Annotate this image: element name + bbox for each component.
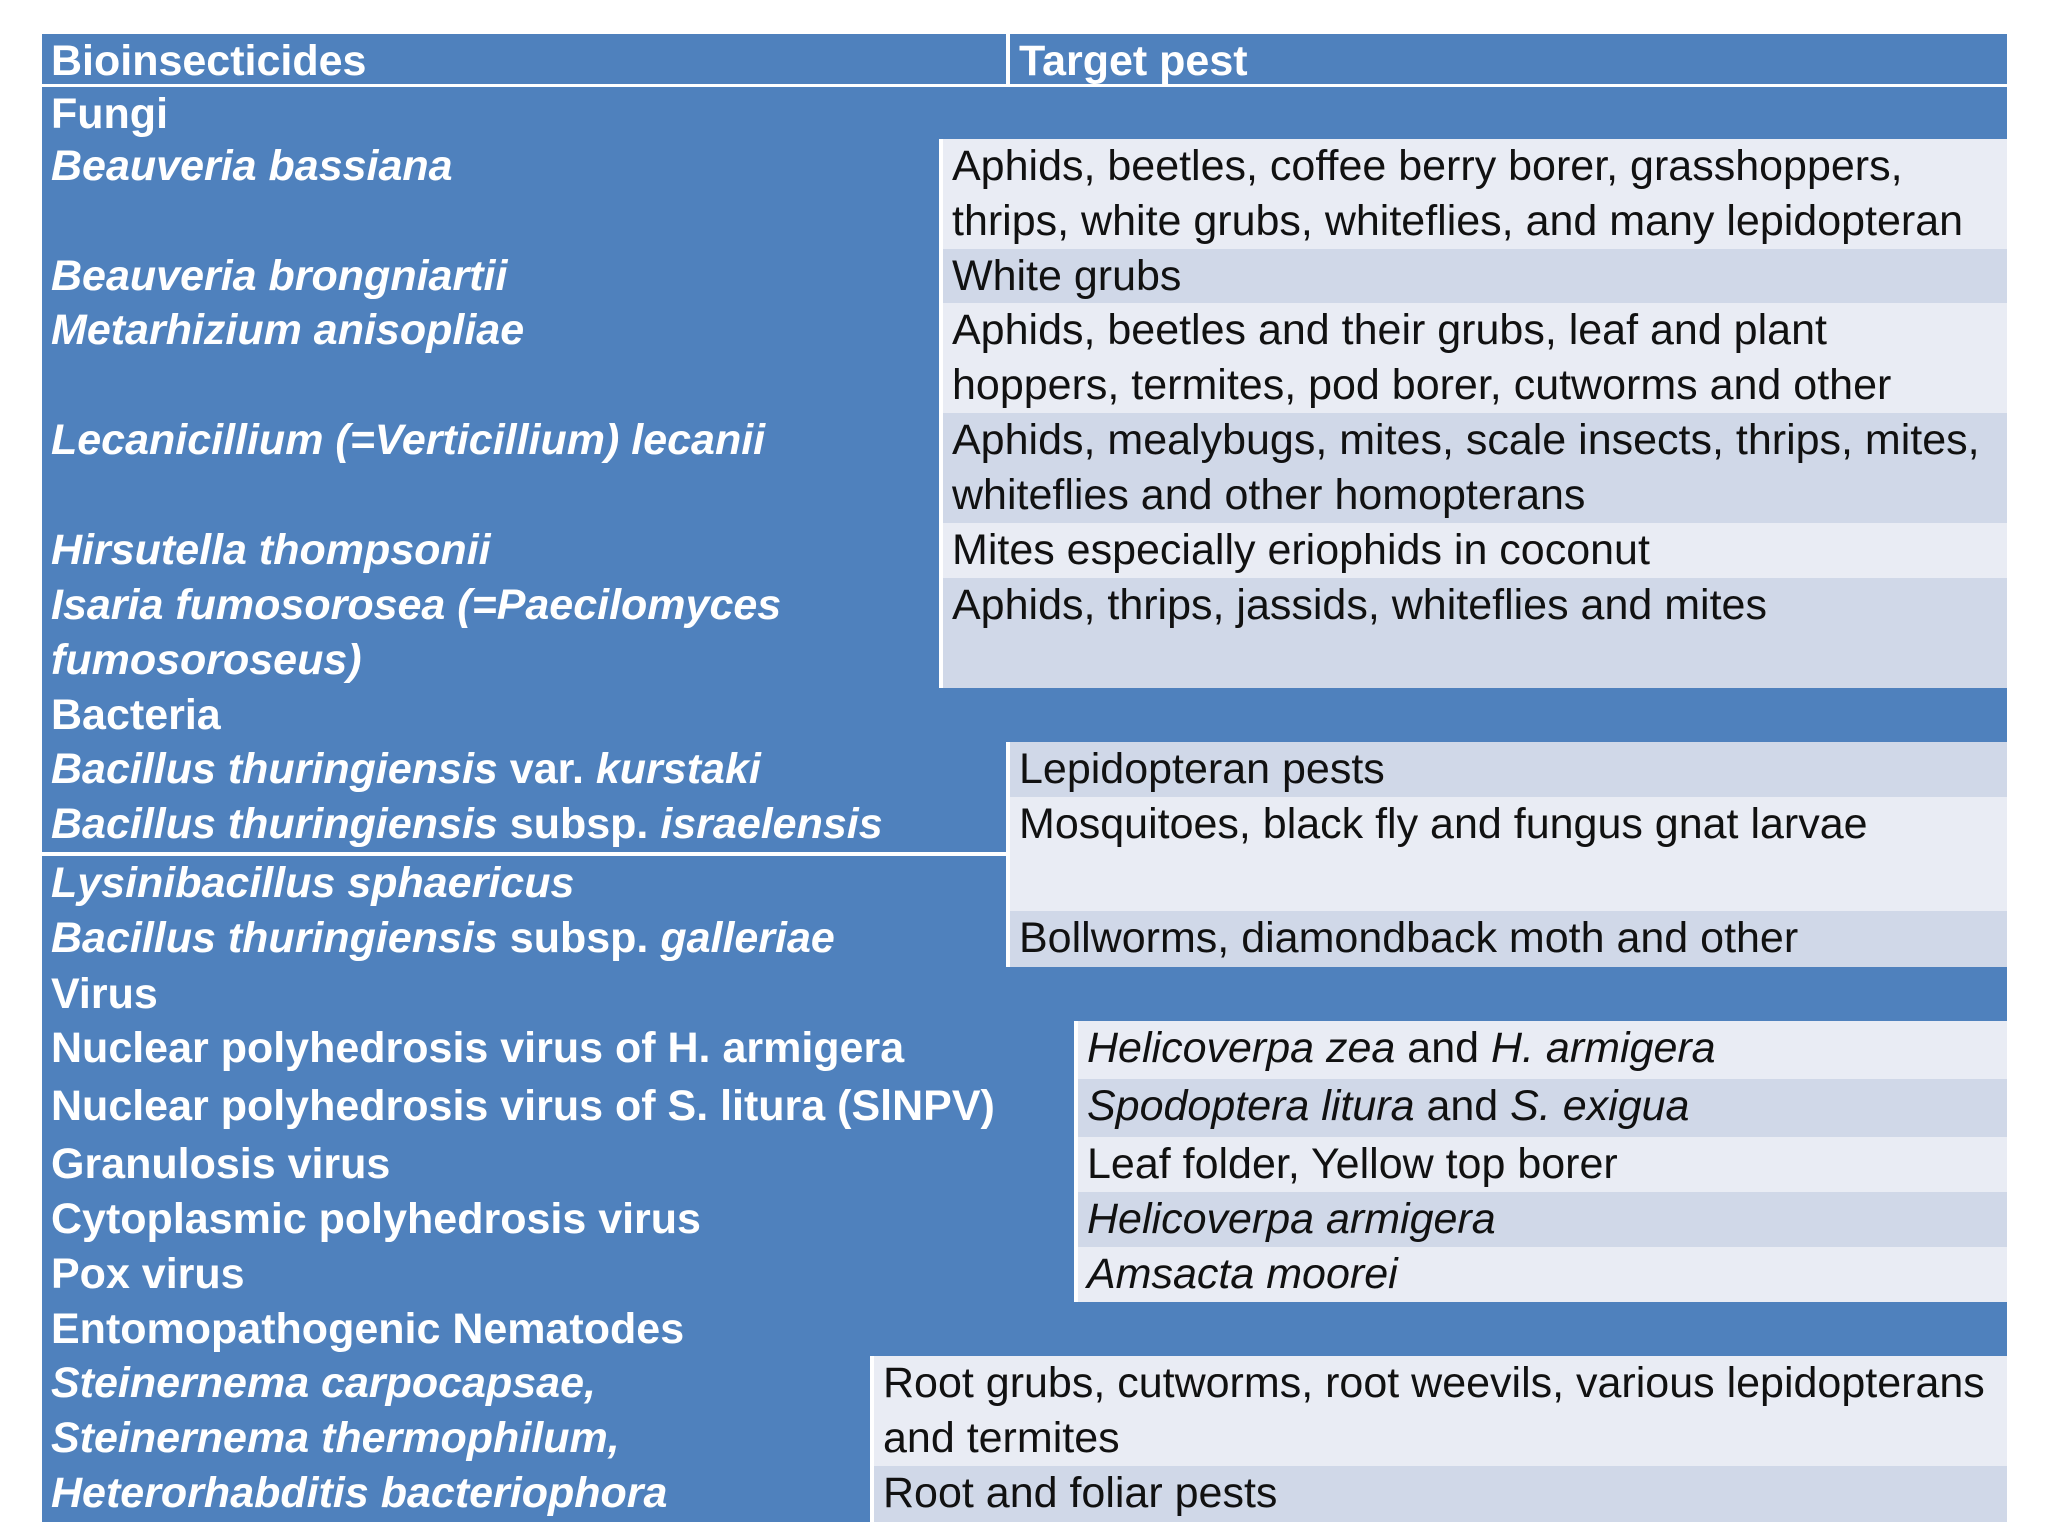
agent-name: Beauveria brongniartii xyxy=(42,249,939,303)
agent-name: Cytoplasmic polyhedrosis virus xyxy=(42,1192,1074,1247)
table-row xyxy=(42,911,2007,967)
target-pest: White grubs xyxy=(943,249,2007,303)
target-pest xyxy=(1078,1079,2007,1137)
target-pest: Aphids, thrips, jassids, whiteflies and mites xyxy=(943,578,2007,688)
table-row xyxy=(42,578,2007,688)
agent-name: Beauveria bassiana xyxy=(42,139,939,249)
target-pest: Root grubs, cutworms, root weevils, various lepidopterans and termites xyxy=(874,1356,2007,1466)
section-title-virus: Virus xyxy=(42,967,2007,1021)
section-title-fungi: Fungi xyxy=(42,87,2007,139)
target-pest: Mosquitoes, black fly and fungus gnat larvae xyxy=(1010,797,2007,911)
agent-genus: Bacillus thuringiensis xyxy=(51,914,498,962)
agent-rank: subsp. xyxy=(509,800,649,848)
table-row xyxy=(42,1466,2007,1522)
section-title-nematodes: Entomopathogenic Nematodes xyxy=(42,1302,2007,1356)
agent-name: Isaria fumosorosea (=Paecilomyces fumosoroseus) xyxy=(42,578,939,688)
pest-species: Helicoverpa zea xyxy=(1087,1024,1396,1072)
table-row xyxy=(42,742,2007,797)
agent-name xyxy=(42,797,1006,852)
header-bioinsecticides: Bioinsecticides xyxy=(42,34,1006,84)
pest-species: H. armigera xyxy=(1490,1024,1716,1072)
section-row-bacteria xyxy=(42,688,2007,742)
section-title-bacteria: Bacteria xyxy=(42,688,2007,742)
target-pest: Bollworms, diamondback moth and other xyxy=(1010,911,2007,967)
agent-genus: Bacillus thuringiensis xyxy=(51,800,498,848)
agent-name: Granulosis virus xyxy=(42,1137,1074,1192)
section-row-nematodes xyxy=(42,1302,2007,1356)
agent-name: Nuclear polyhedrosis virus of H. armigera xyxy=(42,1021,1074,1079)
table-row xyxy=(42,1356,2007,1466)
agent-rank: var. xyxy=(509,745,584,793)
agent-name xyxy=(42,911,1006,967)
pest-conjunction: and xyxy=(1426,1082,1499,1130)
agent-name: Heterorhabditis bacteriophora xyxy=(42,1466,870,1522)
agent-name: Nuclear polyhedrosis virus of S. litura (SlNPV) xyxy=(42,1079,1074,1137)
table-row xyxy=(42,413,2007,523)
table-row xyxy=(42,1192,2007,1247)
agent-name: Metarhizium anisopliae xyxy=(42,303,939,413)
target-pest: Lepidopteran pests xyxy=(1010,742,2007,797)
target-pest: Helicoverpa armigera xyxy=(1078,1192,2007,1247)
target-pest: Leaf folder, Yellow top borer xyxy=(1078,1137,2007,1192)
pest-species: S. exigua xyxy=(1510,1082,1690,1130)
target-pest: Mites especially eriophids in coconut xyxy=(943,523,2007,578)
agent-name xyxy=(42,742,1006,797)
agent-name: Lecanicillium (=Verticillium) lecanii xyxy=(42,413,939,523)
merged-agent-group xyxy=(42,797,1006,911)
target-pest: Root and foliar pests xyxy=(874,1466,2007,1522)
bioinsecticides-table xyxy=(42,34,2007,1522)
table-row xyxy=(42,1079,2007,1137)
table-row xyxy=(42,249,2007,303)
table-row xyxy=(42,1247,2007,1302)
agent-name: Hirsutella thompsonii xyxy=(42,523,939,578)
target-pest: Amsacta moorei xyxy=(1078,1247,2007,1302)
table-row xyxy=(42,523,2007,578)
agent-genus: Bacillus thuringiensis xyxy=(51,745,498,793)
target-pest: Aphids, mealybugs, mites, scale insects, thrips, mites, whiteflies and other homopterans xyxy=(943,413,2007,523)
agent-name: Lysinibacillus sphaericus xyxy=(42,856,1006,911)
table-row xyxy=(42,1137,2007,1192)
table-header-row xyxy=(42,34,2007,84)
target-pest: Aphids, beetles and their grubs, leaf and plant hoppers, termites, pod borer, cutworms and other xyxy=(943,303,2007,413)
section-row-fungi xyxy=(42,87,2007,139)
table-row xyxy=(42,139,2007,249)
agent-epithet: israelensis xyxy=(660,800,883,848)
target-pest: Aphids, beetles, coffee berry borer, grasshoppers, thrips, white grubs, whiteflies, and many lepidopteran xyxy=(943,139,2007,249)
table-row-merged xyxy=(42,797,2007,911)
target-pest xyxy=(1078,1021,2007,1079)
pest-conjunction: and xyxy=(1407,1024,1480,1072)
agent-epithet: kurstaki xyxy=(595,745,761,793)
table-row xyxy=(42,303,2007,413)
agent-name: Pox virus xyxy=(42,1247,1074,1302)
pest-species: Spodoptera litura xyxy=(1087,1082,1415,1130)
table-row xyxy=(42,1021,2007,1079)
header-target-pest: Target pest xyxy=(1010,34,2007,84)
section-row-virus xyxy=(42,967,2007,1021)
agent-epithet: galleriae xyxy=(660,914,835,962)
agent-rank: subsp. xyxy=(509,914,649,962)
agent-name: Steinernema carpocapsae, Steinernema thermophilum, xyxy=(42,1356,870,1466)
